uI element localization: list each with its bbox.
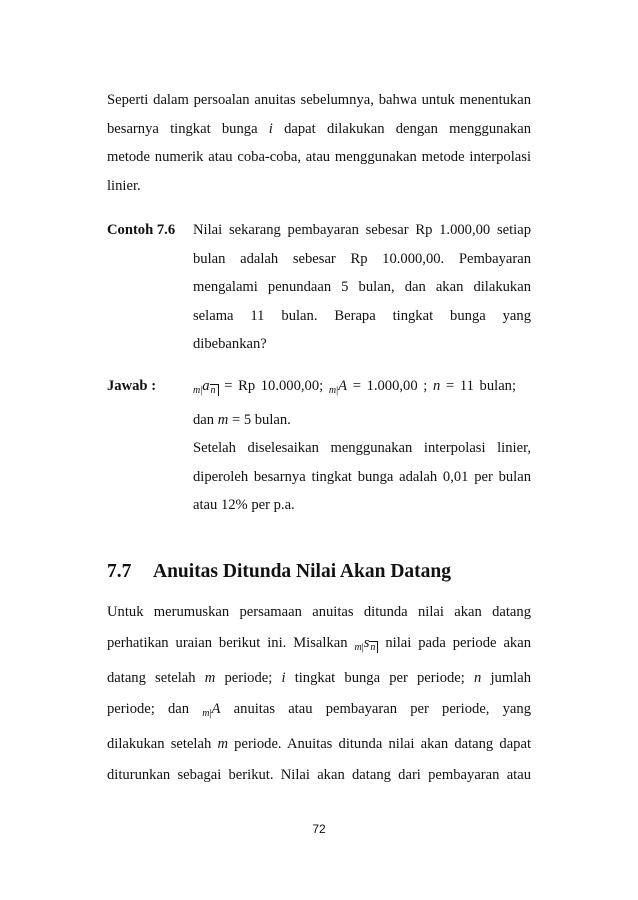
body-line-3-text-c: tingkat bunga per periode;: [294, 670, 465, 686]
body-line-3: [107, 663, 531, 694]
intro-line-2-text-b: dapat dilakukan dengan menggunakan: [284, 120, 531, 137]
answer-line-3: Setelah diselesaikan menggunakan interpolasi linier,: [193, 440, 531, 456]
answer-formula-line: [193, 372, 531, 406]
answer-eq-1: = Rp 10.000,00;: [224, 378, 324, 394]
example-line-4: selama 11 bulan. Berapa tingkat bunga yang: [193, 307, 531, 324]
answer-text: [193, 372, 531, 520]
sub-bar-4: |: [209, 708, 212, 719]
var-m-3: m: [217, 736, 228, 752]
intro-paragraph: [107, 86, 531, 200]
answer-line-2-text-a: dan: [193, 411, 215, 428]
s-notation: [354, 635, 378, 651]
intro-line-1: Seperti dalam persoalan anuitas sebelumnya, bahwa untuk menentukan: [107, 92, 531, 108]
var-a: a: [202, 378, 210, 394]
var-A: A: [338, 378, 348, 394]
example-line-2: bulan adalah sebesar Rp 10.000,00. Pembayaran: [193, 250, 531, 267]
intro-line-3: metode numerik atau coba-coba, atau menggunakan metode interpolasi: [107, 149, 531, 165]
body-line-5-text-a: dilakukan setelah: [107, 736, 212, 752]
body-line-2-text-b: nilai pada periode akan: [385, 635, 531, 651]
body-line-3-text-b: periode;: [224, 670, 273, 686]
sub-bar-3: |: [361, 642, 364, 653]
body-line-3-text-d: jumlah: [490, 670, 532, 686]
answer-label: Jawab :: [107, 378, 157, 394]
A-notation: [202, 701, 220, 717]
answer-line-2: [193, 406, 531, 435]
sub-m-2: m: [328, 385, 337, 396]
var-i-2: i: [281, 670, 286, 686]
var-m: m: [217, 411, 229, 428]
intro-line-2-text-a: besarnya tingkat bunga: [107, 120, 258, 137]
body-line-4: [107, 694, 531, 729]
angle-n-2: n: [369, 641, 378, 653]
answer-line-2-text-b: = 5 bulan.: [231, 411, 291, 428]
answer-eq-3: = 11 bulan;: [445, 378, 517, 394]
answer-eq-2: = 1.000,00 ;: [352, 378, 428, 394]
angle-n: n: [210, 384, 219, 396]
example-label: Contoh 7.6: [107, 222, 176, 238]
section-title: Anuitas Ditunda Nilai Akan Datang: [153, 561, 452, 582]
intro-line-4: linier.: [107, 177, 141, 194]
example-line-5: dibebankan?: [193, 336, 267, 352]
body-line-2-text-a: perhatikan uraian berikut ini. Misalkan: [107, 635, 348, 651]
body-paragraph: [107, 597, 531, 791]
section-number: 7.7: [107, 561, 132, 582]
sub-bar: |: [200, 385, 203, 396]
sub-m-4: m: [202, 708, 210, 719]
example-line-3: mengalami penundaan 5 bulan, dan akan dilakukan: [193, 279, 531, 295]
example-text: [193, 216, 531, 359]
sub-m-3: m: [354, 642, 362, 653]
answer-line-4: diperoleh besarnya tingkat bunga adalah 0,01 per bulan: [193, 468, 531, 485]
var-n-2: n: [474, 670, 482, 686]
var-n: n: [433, 378, 441, 394]
sub-bar-2: |: [336, 385, 339, 396]
body-line-4-text-b: anuitas atau pembayaran per periode, yang: [233, 701, 532, 717]
intro-line-2: [107, 115, 531, 144]
answer-line-5: atau 12% per p.a.: [193, 497, 295, 513]
var-m-2: m: [204, 670, 216, 686]
example-line-1: Nilai sekarang pembayaran sebesar Rp 1.000,00 setiap: [193, 222, 531, 238]
section-heading: [107, 557, 451, 587]
page-number: 72: [312, 822, 326, 836]
body-line-3-text-a: datang setelah: [107, 670, 196, 686]
body-line-6: diturunkan sebagai berikut. Nilai akan datang dari pembayaran atau: [107, 767, 531, 783]
body-line-2: [107, 628, 531, 663]
var-i: i: [268, 120, 273, 137]
body-line-5: [107, 729, 531, 760]
var-A-2: A: [211, 701, 221, 717]
sub-m: m: [193, 385, 201, 396]
var-s: s: [363, 635, 370, 651]
body-line-5-text-b: periode. Anuitas ditunda nilai akan datang dapat: [234, 736, 532, 752]
body-line-4-text-a: periode; dan: [107, 701, 190, 717]
body-line-1: Untuk merumuskan persamaan anuitas ditunda nilai akan datang: [107, 604, 531, 620]
